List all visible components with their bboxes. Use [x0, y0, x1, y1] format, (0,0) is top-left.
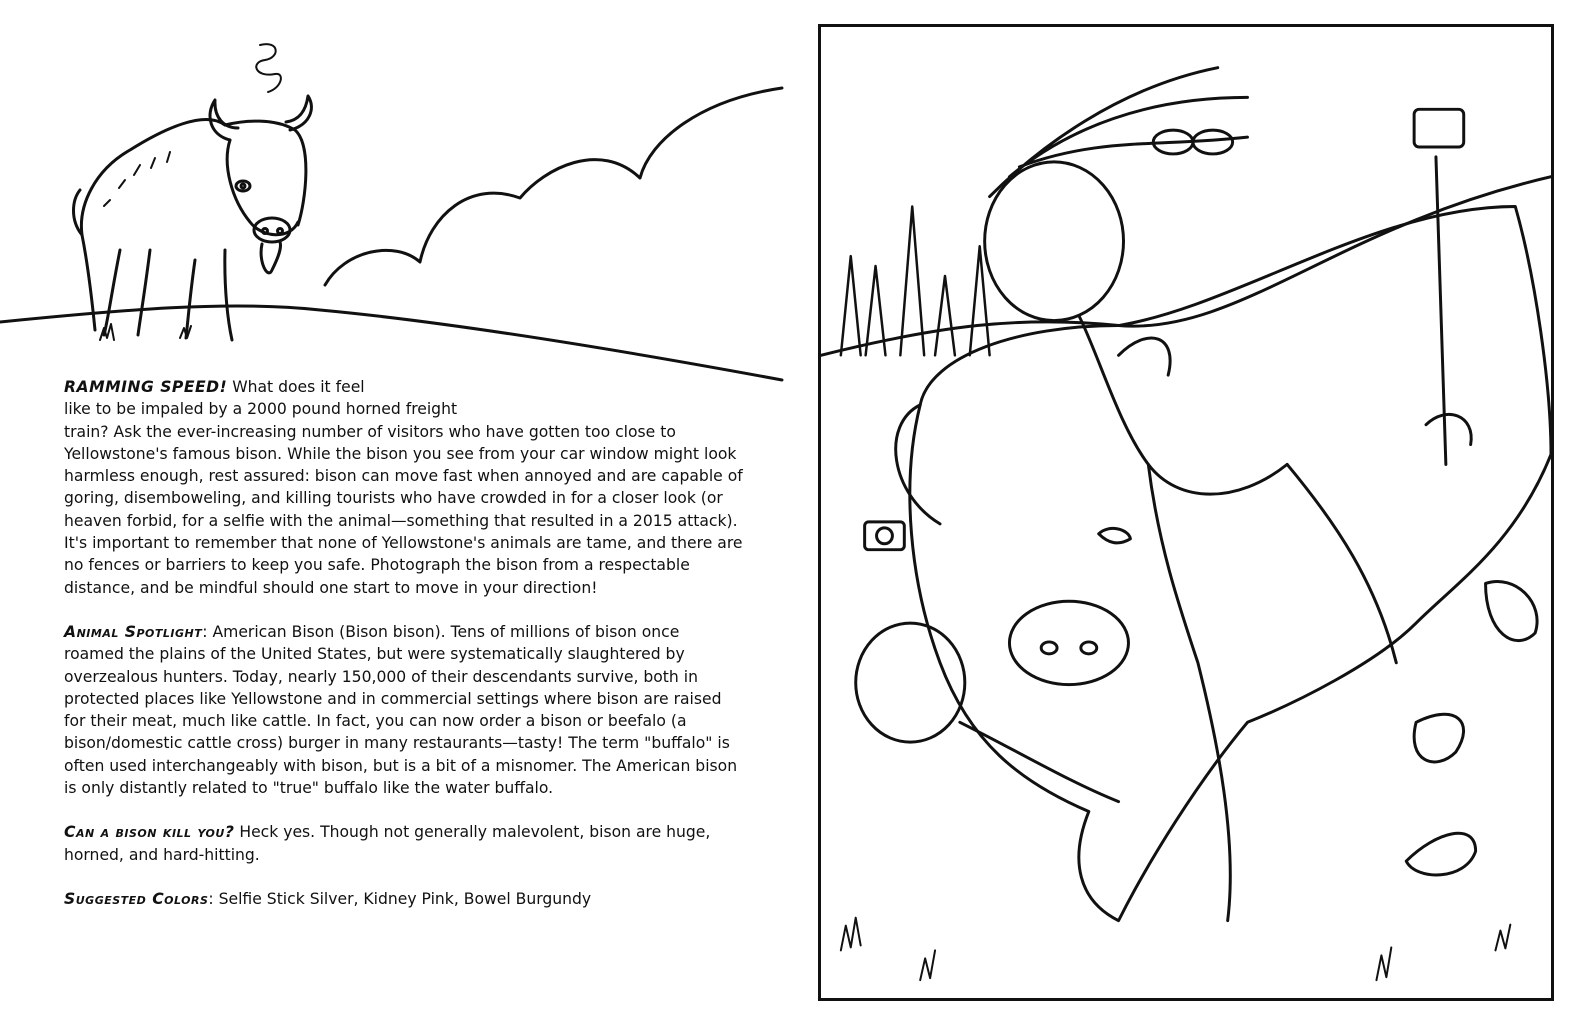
heading-spotlight: Animal Spotlight	[64, 622, 203, 641]
fallen-person	[856, 623, 1119, 802]
section-colors	[64, 888, 744, 910]
ramming-line-1: What does it feel	[232, 378, 365, 396]
selfie-stick	[1414, 109, 1471, 464]
kill-body: Heck yes. Though not generally malevolent, bison are huge, horned, and hard-hitting.	[64, 823, 711, 864]
bison-snout	[1009, 601, 1128, 684]
spotlight-body: : American Bison (Bison bison). Tens of millions of bison once roamed the plains of the United States, but were systematically slaughtered by overzealous hunters. Today, nearly 150,000 of their descendants survive, both in protected places like Yellowstone and in commercial settings where bison are raised for their meat, much like cattle. In fact, you can now order a bison or beefalo (a bison/domestic cattle cross) burger in many restaurants—tasty! The term "buffalo" is often used interchangeably with bison, but is a bit of a misnomer. The American bison is only distantly related to "true" buffalo like the water buffalo.	[64, 622, 738, 798]
section-kill	[64, 821, 744, 866]
bison-horn	[896, 405, 940, 524]
grass-tufts	[841, 918, 1510, 980]
bison-attack-illustration	[821, 27, 1551, 998]
section-spotlight	[64, 621, 744, 799]
heading-colors: Suggested Colors	[64, 889, 209, 908]
woman-figure	[985, 68, 1397, 921]
bison-attack-illustration-frame	[818, 24, 1554, 1001]
colors-body: : Selfie Stick Silver, Kidney Pink, Bowel Burgundy	[208, 889, 592, 908]
heading-ramming: RAMMING SPEED!	[64, 378, 228, 396]
pine-trees	[841, 207, 990, 356]
bison-figure	[74, 44, 312, 340]
flying-shoes	[1406, 581, 1537, 874]
article-text	[64, 376, 744, 932]
cloud-outline	[325, 88, 782, 285]
ramming-line-2: like to be impaled by a 2000 pound horned freight	[64, 400, 458, 419]
hill-line	[0, 306, 782, 380]
dropped-camera	[865, 522, 905, 550]
section-ramming	[64, 376, 744, 599]
ramming-body: train? Ask the ever-increasing number of visitors who have gotten too close to Yellowstone's famous bison. While the bison you see from your car window might look harmless enough, rest assured: bison can move fast when annoyed and are capable of goring, disemboweling, and killing tourists who have crowded in for a closer look (or heaven forbid, for a selfie with the animal—something that resulted in a 2015 attack). It's important to remember that none of Yellowstone's animals are tame, and there are no fences or barriers to keep you safe. Photograph the bison from a respectable distance, and be mindful should one start to move in your direction!	[64, 422, 743, 597]
bison-body	[910, 207, 1551, 921]
bison-hill-illustration	[0, 0, 800, 390]
heading-kill: Can a bison kill you?	[64, 823, 235, 842]
